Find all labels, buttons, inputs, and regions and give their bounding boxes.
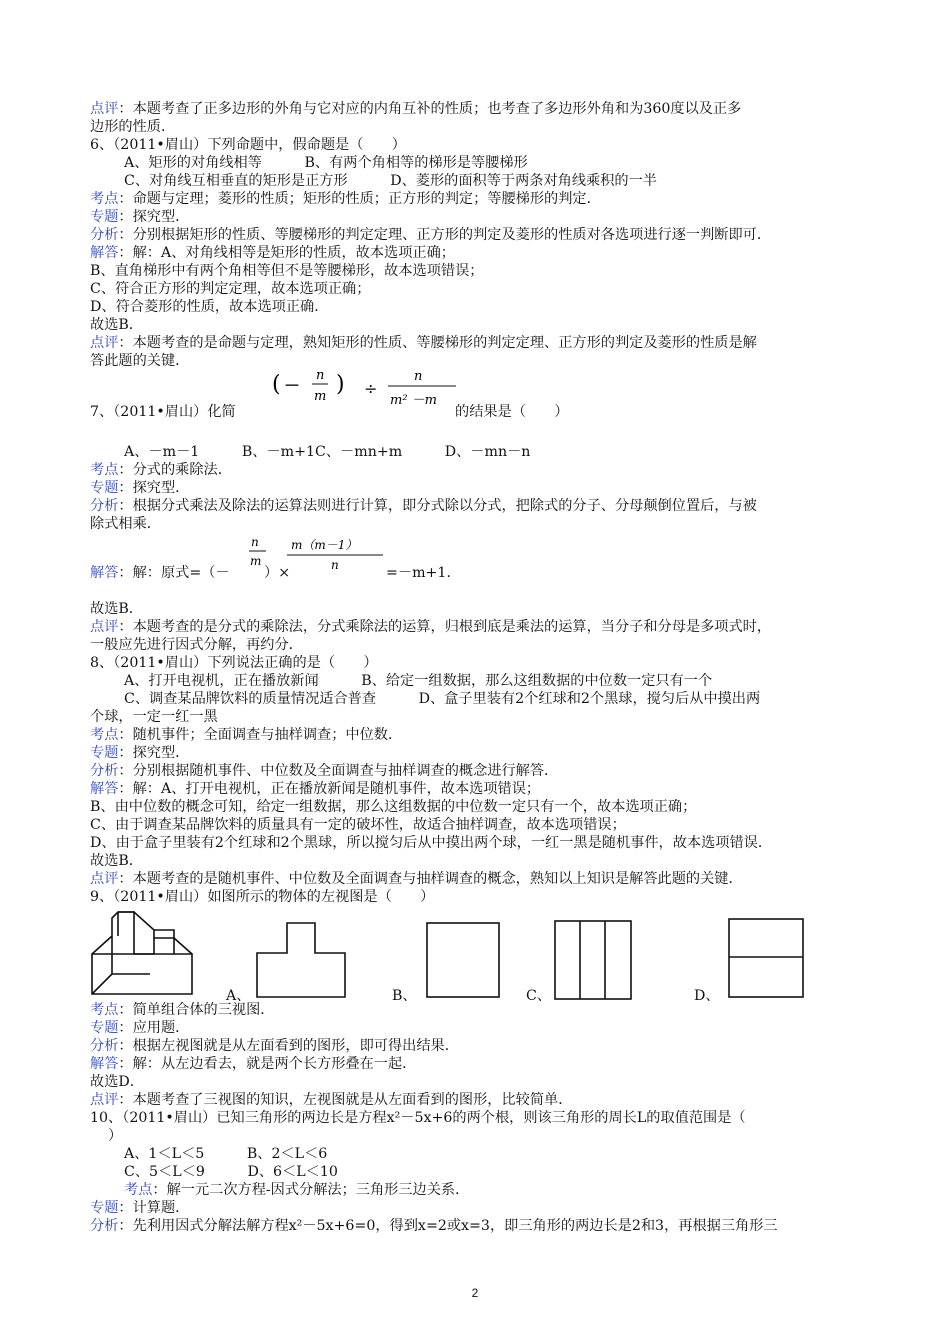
q7-solution-frac2 <box>287 535 387 571</box>
line-text: ：本题考查的是随机事件、中位数及全面调查与抽样调查的概念，熟知以上知识是解答此题的关键． <box>118 871 743 887</box>
line-text: ：解：原式=（－ <box>118 565 230 581</box>
line-text: ：解：从左边看去，就是两个长方形叠在一起． <box>118 1056 417 1072</box>
line-text: A、矩形的对角线相等 B、有两个角相等的梯形是等腰梯形 <box>124 155 528 171</box>
text-line <box>90 636 870 654</box>
text-line <box>90 208 870 226</box>
section-keyword: 专题 <box>90 1200 119 1216</box>
line-text: C、5＜L＜9 D、6＜L＜10 <box>124 1164 338 1180</box>
line-text: C、由于调查某品牌饮料的质量具有一定的破坏性，故适合抽样调查，故本选项错误； <box>90 817 626 833</box>
line-text: ：随机事件；全面调查与抽样调查；中位数． <box>118 727 403 743</box>
page-number: 2 <box>471 1286 479 1300</box>
line-text: ：计算题． <box>118 1200 190 1216</box>
line-text: C、调查某品牌饮料的质量情况适合普查 D、盒子里装有2个红球和2个黑球，搅匀后从中摸出两 <box>124 691 761 707</box>
line-text: ：分式的乘除法． <box>118 462 232 478</box>
section-keyword: 分析 <box>90 1218 119 1234</box>
text-line <box>90 780 870 798</box>
text-line <box>90 834 870 852</box>
line-text: 答此题的关键． <box>90 353 190 369</box>
text-line <box>90 798 870 816</box>
line-text: ：本题考查的是分式的乘除法，分式乘除法的运算，归根到底是乘法的运算，当分子和分母是多项式时， <box>118 619 772 635</box>
q7-expression-figure <box>270 366 460 416</box>
q9-option-d-label: D、 <box>694 988 720 1004</box>
line-text: ）× <box>264 565 291 581</box>
section-keyword: 考点 <box>90 191 119 207</box>
line-text: C、对角线互相垂直的矩形是正方形 D、菱形的面积等于两条对角线乘积的一半 <box>124 173 657 189</box>
line-text: 8、（2011•眉山）下列说法正确的是（ ） <box>90 655 378 671</box>
section-keyword: 专题 <box>90 209 119 225</box>
q9-object-figure <box>90 910 202 1000</box>
line-text: B、直角梯形中有两个角相等但不是等腰梯形，故本选项错误； <box>90 263 484 279</box>
sol-frac1-den: m <box>250 554 262 568</box>
text-line <box>90 708 870 726</box>
line-text: ：根据分式乘法及除法的运算法则进行计算，即分式除以分式，把除式的分子、分母颠倒位置后，与被 <box>118 498 757 514</box>
line-text: A、1＜L＜5 B、2＜L＜6 <box>124 1146 328 1162</box>
text-line <box>124 690 904 708</box>
q9-option-a-label: A、 <box>226 988 251 1004</box>
section-keyword: 解答 <box>90 245 119 261</box>
text-line <box>124 1145 904 1163</box>
line-text: 6、（2011•眉山）下列命题中，假命题是（ ） <box>90 137 406 153</box>
text-line <box>90 870 870 888</box>
section-keyword: 分析 <box>90 498 119 514</box>
section-keyword: 考点 <box>90 727 119 743</box>
line-text: ：先利用因式分解法解方程x²－5x+6=0，得到x=2或x=3，即三角形的两边长是2和3，再根据三角形三 <box>118 1218 778 1234</box>
text-line <box>124 1181 904 1199</box>
q9-option-a-figure <box>255 921 347 999</box>
text-line <box>90 1199 870 1217</box>
section-keyword: 点评 <box>90 335 119 351</box>
section-keyword: 点评 <box>90 871 119 887</box>
line-text: 故选B． <box>90 601 143 617</box>
text-line <box>90 190 870 208</box>
text-line <box>90 816 870 834</box>
text-line <box>90 726 870 744</box>
text-line <box>90 479 870 497</box>
text-line <box>90 600 870 618</box>
line-text: ：本题考查了三视图的知识，左视图就是从左面看到的图形，比较简单． <box>118 1092 573 1108</box>
section-keyword: 点评 <box>90 619 119 635</box>
line-text: 除式相乘． <box>90 516 161 532</box>
text-line <box>90 262 870 280</box>
line-text: 10、（2011•眉山）已知三角形的两边长是方程x²－5x+6的两个根，则该三角形的周长L的取值范围是（ <box>90 1110 746 1126</box>
section-keyword: 考点 <box>124 1182 153 1198</box>
line-text: ：分别根据随机事件、中位数及全面调查与抽样调查的概念进行解答． <box>118 763 559 779</box>
q7-solution-frac1 <box>248 535 268 569</box>
q7-frac2-den: m² －m <box>390 393 437 408</box>
divide-sign: ÷ <box>364 379 378 398</box>
q9-option-d-figure <box>727 917 805 999</box>
q9-option-b-figure <box>425 921 501 999</box>
line-text: ：简单组合体的三视图． <box>118 1002 275 1018</box>
section-keyword: 分析 <box>90 227 119 243</box>
text-line <box>90 515 870 533</box>
q7-neg-sign: － <box>284 376 301 395</box>
line-text: A、－m－1 B、－m+1C、－mn+m D、－mn－n <box>124 444 531 460</box>
q7-frac2-num: n <box>414 369 423 384</box>
line-text: ：本题考查的是命题与定理，熟知矩形的性质、等腰梯形的判定定理、正方形的判定及菱形的性质是解 <box>118 335 757 351</box>
section-keyword: 考点 <box>90 1002 119 1018</box>
line-text: B、由中位数的概念可知，给定一组数据，那么这组数据的中位数一定只有一个，故本选项正确； <box>90 799 697 815</box>
text-line <box>90 744 870 762</box>
line-text: 故选B． <box>90 317 143 333</box>
line-text: ：分别根据矩形的性质、等腰梯形的判定定理、正方形的判定及菱形的性质对各选项进行逐一判断即可． <box>118 227 772 243</box>
text-line <box>124 672 904 690</box>
line-text: 故选D． <box>90 1074 144 1090</box>
line-text: A、打开电视机，正在播放新闻 B、给定一组数据，那么这组数据的中位数一定只有一个 <box>124 673 713 689</box>
text-line <box>90 136 870 154</box>
q9-option-b-label: B、 <box>392 988 417 1004</box>
section-keyword: 分析 <box>90 763 119 779</box>
line-text: =－m+1． <box>386 565 461 581</box>
text-line <box>90 888 870 906</box>
text-line <box>108 1127 888 1145</box>
text-line <box>90 1001 870 1019</box>
text-line <box>90 852 870 870</box>
text-line <box>124 154 904 172</box>
section-keyword: 专题 <box>90 480 119 496</box>
line-text: 故选B． <box>90 853 143 869</box>
text-line <box>90 1055 870 1073</box>
line-text: 7、（2011•眉山）化简 <box>90 404 236 420</box>
text-line <box>90 100 870 118</box>
text-line <box>90 1037 870 1055</box>
text-line <box>90 1019 870 1037</box>
line-text: ：探究型． <box>118 745 190 761</box>
text-line <box>90 654 870 672</box>
text-line <box>90 352 870 370</box>
q7-frac1-num: n <box>316 368 325 383</box>
sol-frac2-num: m（m－1） <box>291 538 358 552</box>
q7-frac1-den: m <box>314 389 327 404</box>
text-line <box>90 316 870 334</box>
line-text: ：解一元二次方程-因式分解法；三角形三边关系． <box>152 1182 470 1198</box>
text-line <box>90 298 870 316</box>
line-text: C、符合正方形的判定定理，故本选项正确； <box>90 281 371 297</box>
text-line <box>124 1163 904 1181</box>
text-line <box>90 762 870 780</box>
line-text: ：探究型． <box>118 480 190 496</box>
line-text: 边形的性质． <box>90 119 176 135</box>
section-keyword: 专题 <box>90 1020 119 1036</box>
text-line <box>90 497 870 515</box>
line-text: D、符合菱形的性质，故本选项正确． <box>90 299 329 315</box>
text-line <box>90 226 870 244</box>
line-text: 9、（2011•眉山）如图所示的物体的左视图是（ ） <box>90 889 435 905</box>
section-keyword: 专题 <box>90 745 119 761</box>
section-keyword: 解答 <box>90 1056 119 1072</box>
section-keyword: 点评 <box>90 1092 119 1108</box>
right-paren: ) <box>336 372 345 397</box>
text-line <box>124 172 904 190</box>
line-text: 一般应先进行因式分解，再约分． <box>90 637 303 653</box>
line-text: D、由于盒子里装有2个红球和2个黑球，所以搅匀后从中摸出两个球，一红一黑是随机事件，故本选项错误． <box>90 835 773 851</box>
left-paren: ( <box>272 372 281 397</box>
section-keyword: 点评 <box>90 101 119 117</box>
line-text: ：解：A、打开电视机，正在播放新闻是随机事件，故本选项错误； <box>118 781 541 797</box>
q9-option-c-label: C、 <box>526 988 552 1004</box>
text-line <box>386 564 950 582</box>
section-keyword: 解答 <box>90 565 119 581</box>
line-text: ：应用题． <box>118 1020 190 1036</box>
section-keyword: 解答 <box>90 781 119 797</box>
section-keyword: 考点 <box>90 462 119 478</box>
text-line <box>124 443 904 461</box>
line-text: ：本题考查了正多边形的外角与它对应的内角互补的性质；也考查了多边形外角和为360度以及正多 <box>118 101 742 117</box>
text-line <box>90 1091 870 1109</box>
sol-frac2-den: n <box>331 558 339 572</box>
line-text: ：命题与定理；菱形的性质；矩形的性质；正方形的判定；等腰梯形的判定． <box>118 191 601 207</box>
text-line <box>90 1109 870 1127</box>
text-line <box>90 334 870 352</box>
text-line <box>90 1073 870 1091</box>
line-text: 个球，一定一红一黑 <box>90 709 218 725</box>
line-text: ：探究型． <box>118 209 190 225</box>
q9-option-c-figure <box>553 919 633 1001</box>
text-line <box>90 1217 870 1235</box>
line-text: ：解：A、对角线相等是矩形的性质，故本选项正确； <box>118 245 455 261</box>
text-line <box>455 403 950 421</box>
line-text: 的结果是（ ） <box>455 404 569 420</box>
text-line <box>90 618 870 636</box>
line-text: ：根据左视图就是从左面看到的图形，即可得出结果． <box>118 1038 459 1054</box>
section-keyword: 分析 <box>90 1038 119 1054</box>
sol-frac1-num: n <box>251 535 259 549</box>
text-line <box>90 118 870 136</box>
text-line <box>90 280 870 298</box>
text-line <box>90 461 870 479</box>
text-line <box>90 244 870 262</box>
line-text: ） <box>108 1128 123 1144</box>
